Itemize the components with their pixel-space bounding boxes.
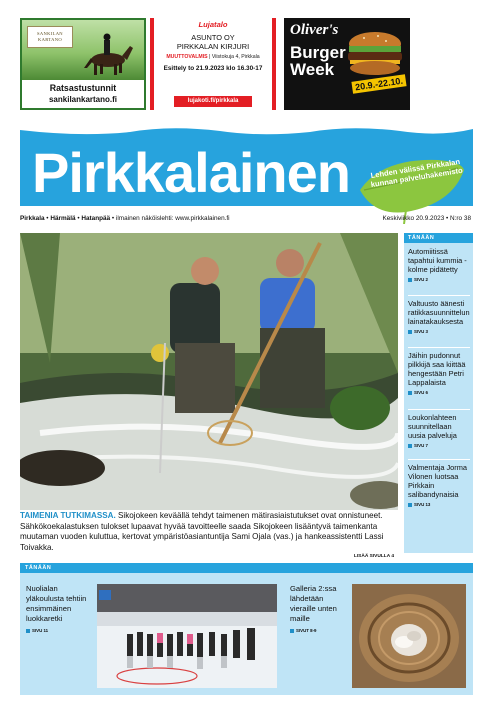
page-ref: SIVU 7 bbox=[408, 443, 470, 448]
students-on-ice-photo bbox=[97, 584, 277, 688]
ad-lujatalo[interactable] bbox=[150, 18, 276, 110]
page-ref: SIVU 11 bbox=[26, 628, 92, 633]
ad-showing: Esittely to 21.9.2023 klo 16.30-17 bbox=[163, 65, 263, 72]
olivers-logo: Oliver's bbox=[290, 22, 339, 38]
divider bbox=[408, 347, 470, 348]
masthead-slogan: Lehden välissä Pirkkalan kunnan palveluhakemisto bbox=[369, 157, 464, 190]
area-list: Pirkkala • Härmälä • Hatanpää • ilmainen näköislehti: www.pirkkalainen.fi bbox=[20, 215, 230, 222]
burger-illustration bbox=[344, 28, 406, 78]
issue-date: Keskiviikko 20.9.2023 • N:ro 38 bbox=[382, 215, 471, 222]
ad-headline: Ratsastustunnit bbox=[49, 83, 117, 93]
page-ref: SIVU 3 bbox=[408, 329, 470, 334]
sidebar-item[interactable]: Jäihin pudonnut pilkkijä saa kiittää hengestään Petri Lappalaista SIVU 6 bbox=[408, 351, 470, 395]
ad-dates: 20.9.-22.10. bbox=[351, 74, 406, 93]
page-ref: SIVUT 8-9 bbox=[290, 628, 348, 633]
sankila-logo: SANKILAN KARTANO bbox=[27, 26, 73, 48]
ad-url[interactable]: lujakoti.fi/pirkkala bbox=[174, 96, 252, 107]
ad-url[interactable]: sankilankartano.fi bbox=[48, 95, 118, 104]
ad-olivers-burger-week[interactable] bbox=[284, 18, 410, 110]
page-ref: SIVU 2 bbox=[408, 277, 470, 282]
ad-title: Burger Week bbox=[290, 43, 346, 79]
horse-rider-illustration bbox=[78, 30, 134, 76]
ad-title: ASUNTO OY PIRKKALAN KIRJURI bbox=[176, 33, 250, 51]
lujatalo-logo: Lujatalo bbox=[198, 20, 228, 29]
divider bbox=[408, 295, 470, 296]
masthead-wave bbox=[20, 125, 473, 137]
bottom-item[interactable]: Nuolialan yläkoulusta tehtiin ensimmäinen luokkaretki SIVU 11 bbox=[26, 584, 92, 633]
sidebar-today bbox=[404, 233, 473, 553]
caption-body: Sikojokeen keväällä tehdyt taimenen mätirasiaistutukset ovat onnistuneet. Sähkökoekalastuksen tulokset lupaavat hyvää tavoitteelle saada Sikojokeen lisääntyvä taimenkanta muutaman vuoden kuluttua, kertovat ympäristöasiantuntija Sami Ojala (vas.) ja hankeassistentti Lassi Toivakka. bbox=[20, 511, 384, 552]
website-tagline: • ilmainen näköislehti: www.pirkkalainen.fi bbox=[111, 215, 230, 222]
sidebar-item[interactable]: Valtuusto äänesti ratikkasuunnittelun lainatakauksesta SIVU 3 bbox=[408, 299, 470, 334]
stream-researchers-photo bbox=[20, 233, 398, 510]
newspaper-title: Pirkkalainen bbox=[32, 141, 350, 204]
sidebar-item[interactable]: Automiitissä tapahtui kummia - kolme pidätetty SIVU 2 bbox=[408, 247, 470, 282]
sidebar-item[interactable]: Valmentaja Jorma Vilonen luotsaa Pirkkain salibandynaisia SIVU 13 bbox=[408, 463, 470, 507]
main-story-photo[interactable] bbox=[20, 233, 398, 510]
sidebar-header: TÄNÄÄN bbox=[404, 233, 473, 243]
main-story-caption bbox=[20, 511, 398, 559]
divider bbox=[408, 459, 470, 460]
ad-sankila-kartano[interactable] bbox=[20, 18, 146, 110]
page-ref: SIVU 13 bbox=[408, 502, 470, 507]
sidebar-item[interactable]: Loukonlahteen suunnitellaan uusia palveluja SIVU 7 bbox=[408, 413, 470, 448]
caption-lead: TAIMENIA TUTKIMASSA. bbox=[20, 511, 116, 520]
art-photo[interactable] bbox=[352, 584, 466, 688]
woven-nest-artwork-photo bbox=[352, 584, 466, 688]
page-ref: SIVU 6 bbox=[408, 390, 470, 395]
ice-rink-photo[interactable] bbox=[97, 584, 277, 688]
ad-address: MUUTTOVALMIS | Viistokuja 4, Pirkkala bbox=[166, 54, 260, 60]
bottom-item[interactable]: Galleria 2:ssa lähdetään vieraille unten maille SIVUT 8-9 bbox=[290, 584, 348, 633]
bottom-header: TÄNÄÄN bbox=[20, 563, 473, 573]
read-more-link[interactable]: LISÄÄ SIVULLA 4 bbox=[353, 553, 394, 559]
divider bbox=[408, 409, 470, 410]
